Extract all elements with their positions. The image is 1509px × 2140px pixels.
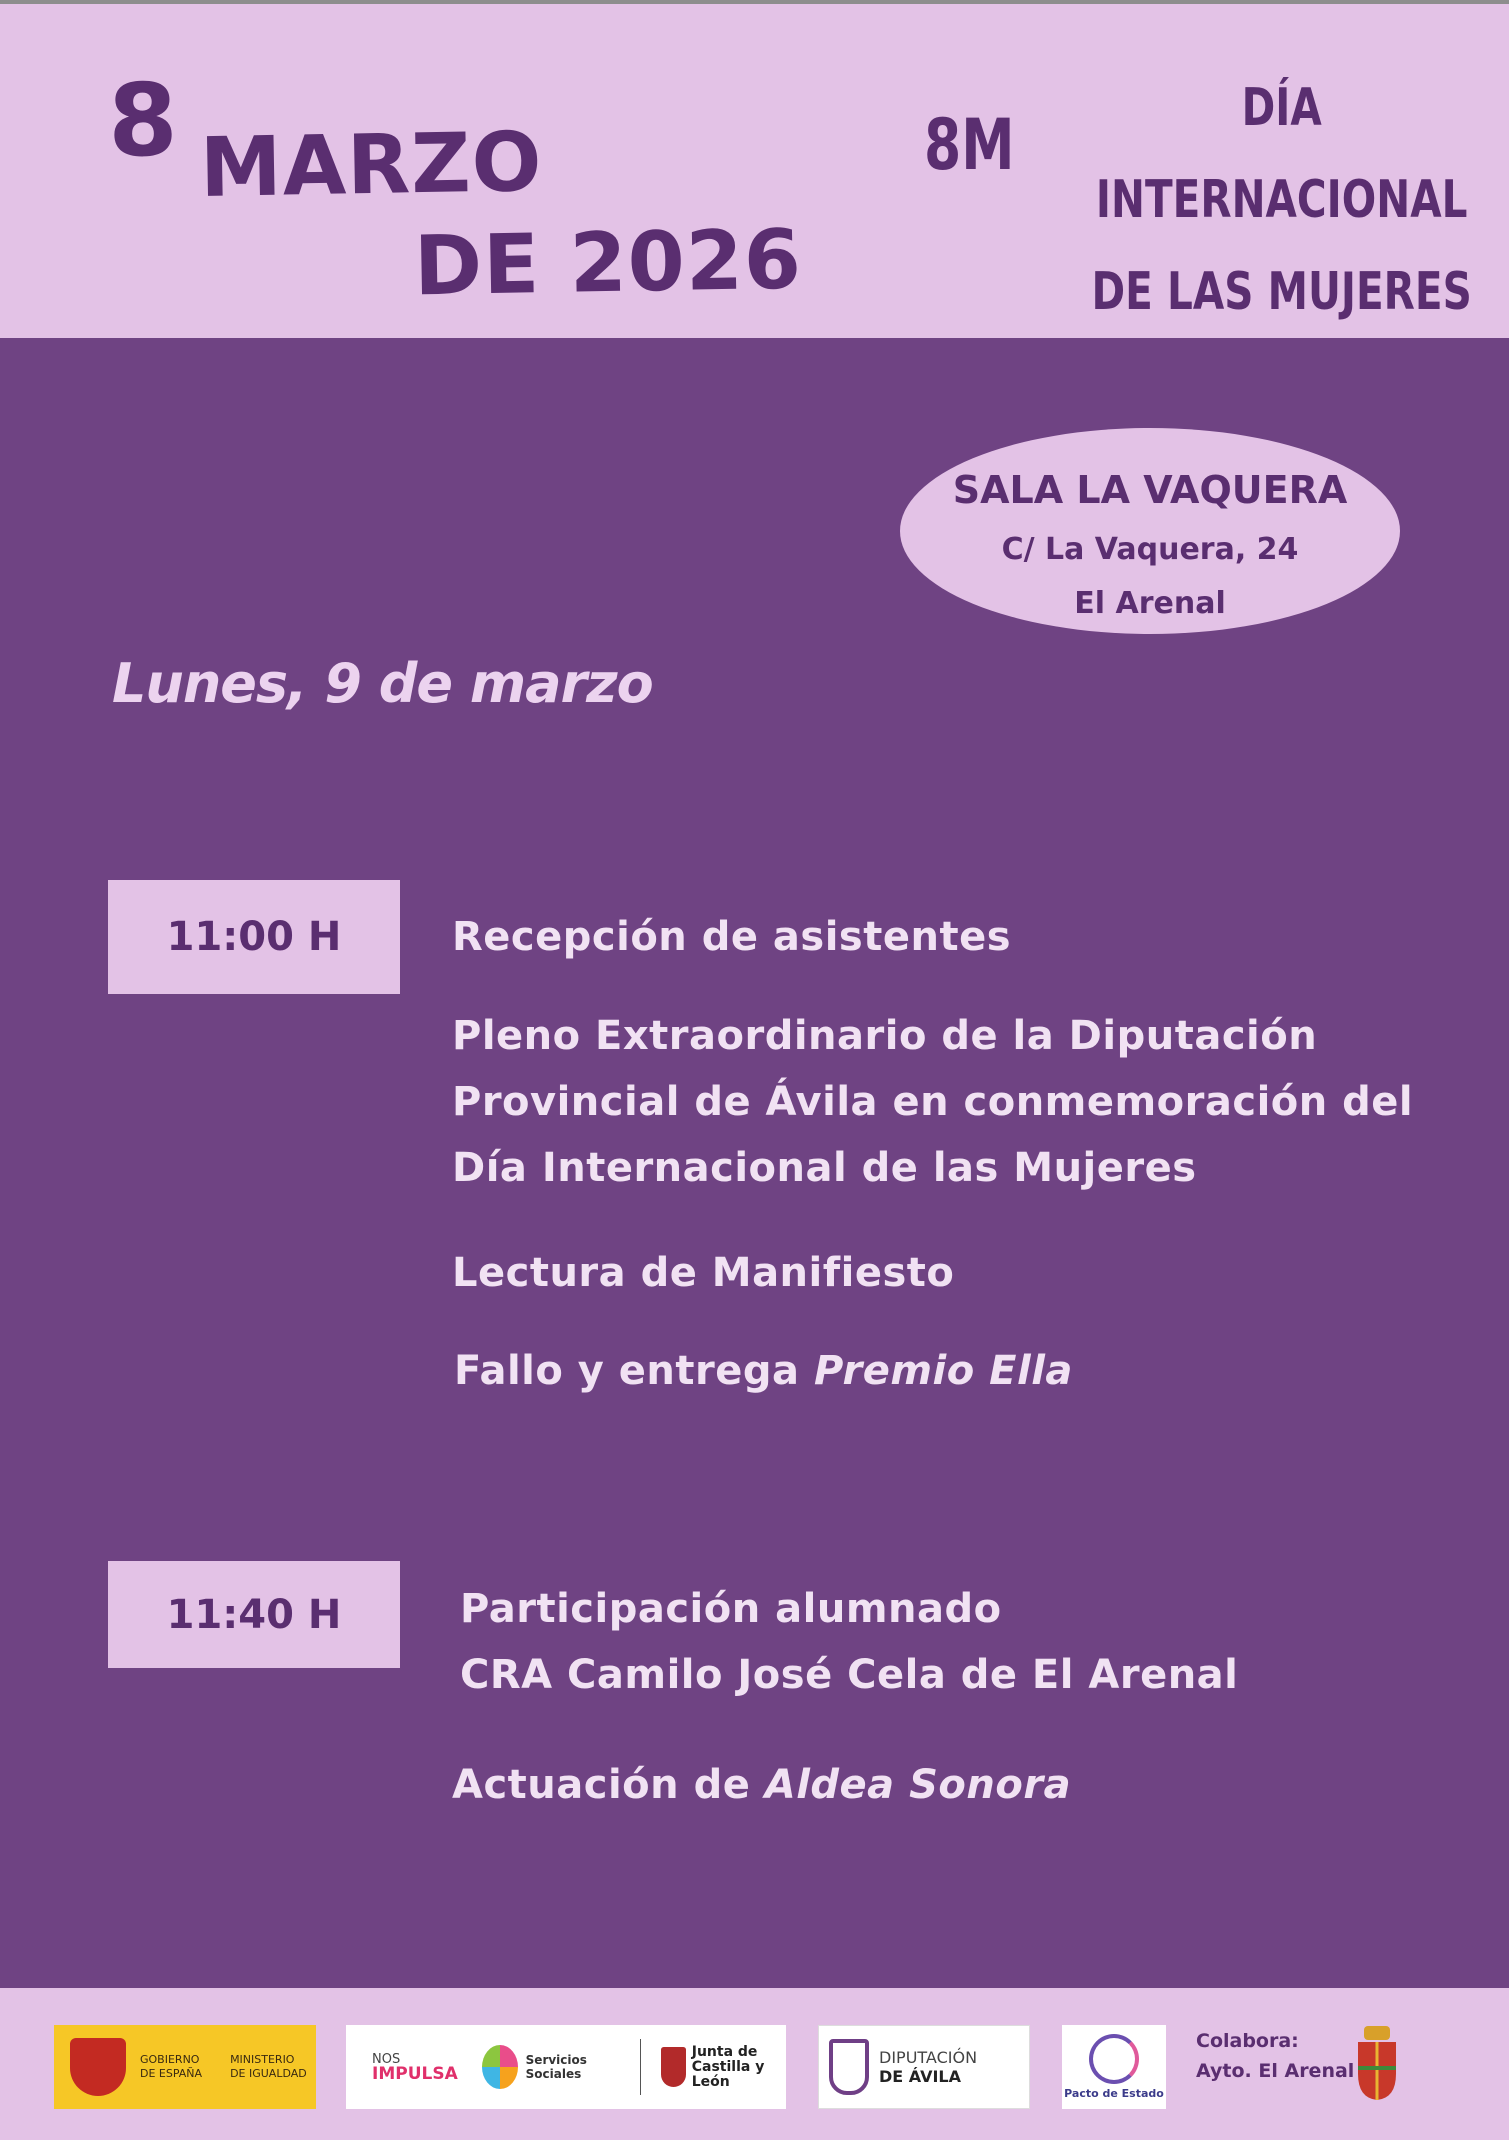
agenda-text: Fallo y entrega xyxy=(454,1348,814,1394)
colabora-name: Ayto. El Arenal xyxy=(1196,2060,1355,2082)
el-arenal-shield-icon xyxy=(1356,2026,1398,2100)
year-label: DE 2026 xyxy=(413,212,803,315)
venue-town: El Arenal xyxy=(1074,586,1226,621)
junta-crest-icon xyxy=(661,2047,685,2087)
collaborator-text xyxy=(1196,2026,1354,2086)
venue-address: C/ La Vaquera, 24 xyxy=(1001,532,1299,567)
coat-of-arms-icon xyxy=(70,2038,126,2096)
nos-impulsa-logo xyxy=(346,2025,786,2109)
tag-8m: 8M xyxy=(924,104,1015,186)
event-title-line1: DÍA INTERNACIONAL xyxy=(1095,78,1468,230)
colabora-label: Colabora: xyxy=(1196,2030,1299,2052)
award-name: Premio Ella xyxy=(813,1348,1073,1394)
agenda-item: Lectura de Manifiesto xyxy=(452,1250,955,1296)
time-slot-1: 11:00 H xyxy=(108,880,400,994)
min-text: MINISTERIO xyxy=(230,2053,295,2066)
performer-name: Aldea Sonora xyxy=(764,1762,1072,1808)
agenda-item xyxy=(454,1338,1073,1404)
agenda-item xyxy=(452,1752,1071,1818)
gob-text: DE ESPAÑA xyxy=(140,2067,203,2080)
servicios-sociales-icon xyxy=(482,2045,518,2089)
day-number: 8 xyxy=(106,61,180,180)
event-title-line2: DE LAS MUJERES xyxy=(1091,262,1472,322)
agenda-item xyxy=(452,1003,1413,1201)
dip-text: DE ÁVILA xyxy=(879,2067,961,2086)
agenda-item xyxy=(460,1576,1238,1708)
dip-text: DIPUTACIÓN xyxy=(879,2048,978,2067)
agenda-line: Pleno Extraordinario de la Diputación xyxy=(452,1013,1318,1059)
agenda-text: Actuación de xyxy=(452,1762,765,1808)
event-title xyxy=(1082,62,1481,338)
month-label: MARZO xyxy=(199,115,544,216)
gob-text: GOBIERNO xyxy=(140,2053,200,2066)
agenda-line: CRA Camilo José Cela de El Arenal xyxy=(460,1652,1239,1698)
gobierno-espana-logo xyxy=(54,2025,316,2109)
event-date: Lunes, 9 de marzo xyxy=(112,652,653,715)
min-text: DE IGUALDAD xyxy=(230,2067,307,2080)
venue-name: SALA LA VAQUERA xyxy=(952,468,1348,512)
impulsa-text: IMPULSA xyxy=(372,2063,458,2084)
divider xyxy=(640,2039,641,2095)
agenda-line: Día Internacional de las Mujeres xyxy=(452,1145,1197,1191)
junta-text: Junta de xyxy=(691,2043,758,2060)
time-slot-2: 11:40 H xyxy=(108,1561,400,1668)
agenda-item: Recepción de asistentes xyxy=(452,914,1011,960)
servicios-text: Servicios Sociales xyxy=(525,2053,587,2081)
header-banner xyxy=(0,4,1509,338)
agenda-line: Participación alumnado xyxy=(460,1586,1002,1632)
venue-badge xyxy=(900,428,1400,634)
pacto-estado-logo xyxy=(1062,2025,1166,2109)
agenda-line: Provincial de Ávila en conmemoración del xyxy=(452,1079,1414,1125)
diputacion-avila-logo xyxy=(818,2025,1030,2109)
pacto-text: Pacto de Estado xyxy=(1064,2087,1164,2100)
tower-icon xyxy=(829,2039,869,2095)
junta-text: Castilla y León xyxy=(691,2058,765,2090)
pacto-ring-icon xyxy=(1089,2034,1139,2084)
nos-text: NOS xyxy=(372,2051,401,2067)
